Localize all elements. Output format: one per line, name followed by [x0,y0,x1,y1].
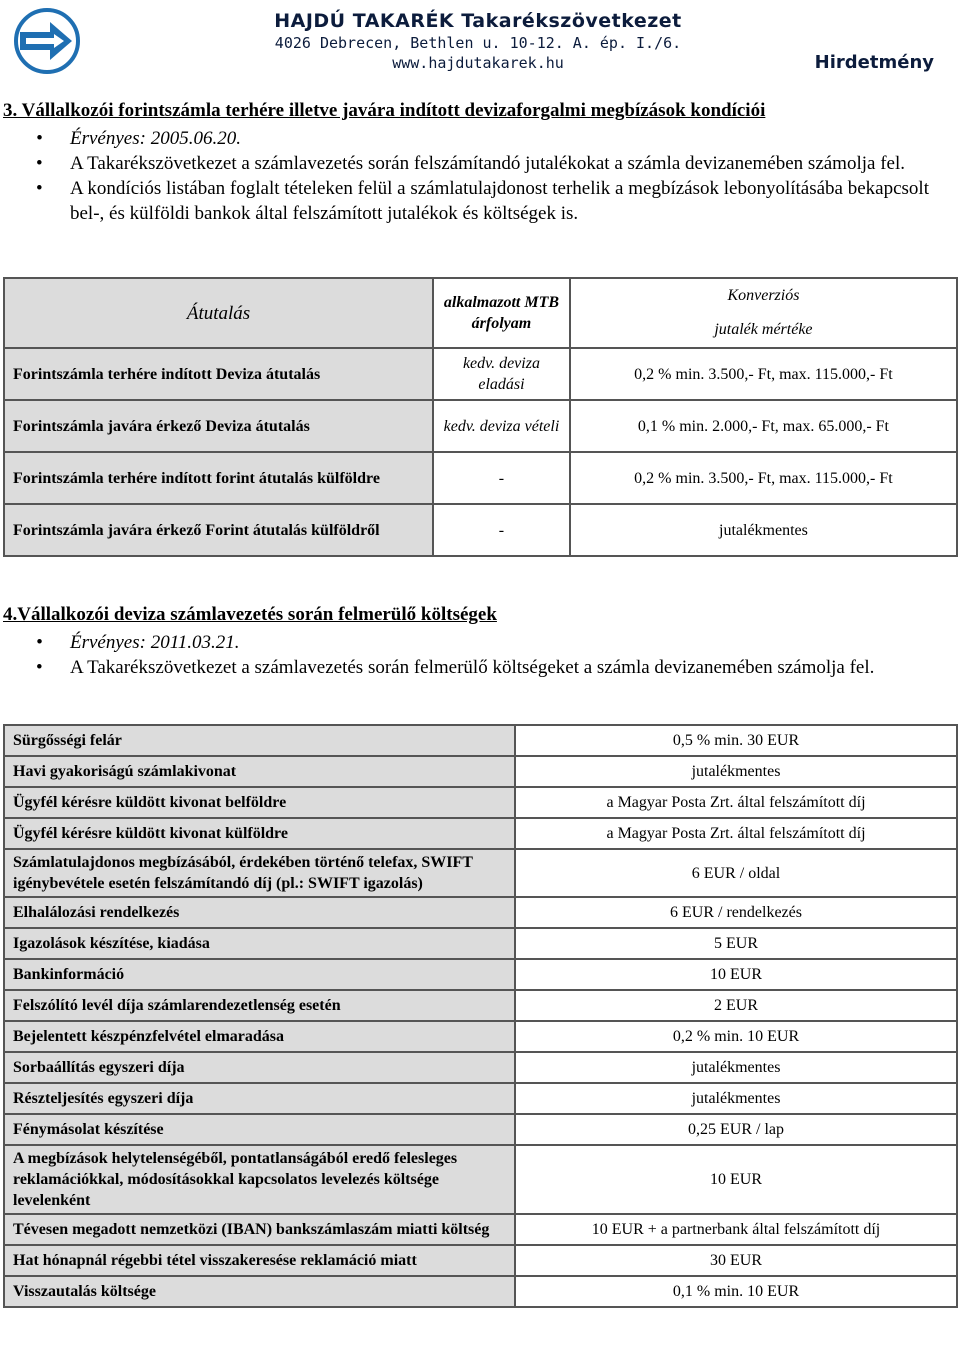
row-label: Forintszámla terhére indított forint átutalás külföldre [4,452,433,504]
row-fee: 0,5 % min. 30 EUR [515,725,957,756]
row-label: Havi gyakoriságú számlakivonat [4,756,515,787]
company-name: HAJDÚ TAKARÉK Takarékszövetkezet [274,10,682,32]
rate-header: alkalmazott MTB árfolyam [433,278,570,348]
table-row [4,1245,957,1276]
section3-bullets [36,126,936,226]
table-row [4,849,957,897]
table-row [4,756,957,787]
row-fee: 5 EUR [515,928,957,959]
page-header [0,0,960,90]
row-label: Ügyfél kérésre küldött kivonat külföldre [4,818,515,849]
row-label: Hat hónapnál régebbi tétel visszakeresése reklamáció miatt [4,1245,515,1276]
row-label: Forintszámla javára érkező Deviza átutalás [4,400,433,452]
row-label: A megbízások helytelenségéből, pontatlanságából eredő felesleges reklamációkkal, módosításokkal kapcsolatos levelezés költsége levelenként [4,1145,515,1214]
row-label: Igazolások készítése, kiadása [4,928,515,959]
row-fee: 0,2 % min. 3.500,- Ft, max. 115.000,- Ft [570,452,957,504]
row-fee: 0,1 % min. 10 EUR [515,1276,957,1307]
row-rate: - [433,452,570,504]
table-row [4,1114,957,1145]
section3-bullet-validity: • Érvényes: 2005.06.20. [36,126,936,151]
row-fee: 0,2 % min. 10 EUR [515,1021,957,1052]
row-fee: 0,1 % min. 2.000,- Ft, max. 65.000,- Ft [570,400,957,452]
row-label: Bejelentett készpénzfelvétel elmaradása [4,1021,515,1052]
company-website[interactable]: www.hajdutakarek.hu [392,54,564,72]
header-text-block [258,10,698,72]
row-rate: - [433,504,570,556]
row-label: Részteljesítés egyszeri díja [4,1083,515,1114]
row-fee: 10 EUR + a partnerbank által felszámított díj [515,1214,957,1245]
section4-bullet-currency: • A Takarékszövetkezet a számlavezetés során felmerülő költségeket a számla devizanemében számolja fel. [36,655,936,680]
row-fee: 6 EUR / rendelkezés [515,897,957,928]
row-label: Forintszámla javára érkező Forint átutalás külföldről [4,504,433,556]
row-fee: jutalékmentes [515,1052,957,1083]
table-row [4,725,957,756]
transfer-header: Átutalás [4,278,433,348]
row-label: Felszólító levél díja számlarendezetlenség esetén [4,990,515,1021]
conversion-header-top: Konverziós [727,287,800,304]
conversion-header-bottom: jutalék mértéke [714,321,813,338]
row-fee: jutalékmentes [515,756,957,787]
table-row [4,1276,957,1307]
row-fee: 30 EUR [515,1245,957,1276]
section3-table [3,277,958,557]
table-row [4,928,957,959]
row-rate: kedv. deviza eladási [433,348,570,400]
table-row [4,1083,957,1114]
table-row [4,990,957,1021]
company-address: 4026 Debrecen, Bethlen u. 10-12. A. ép. I./6. [274,34,682,52]
row-fee: a Magyar Posta Zrt. által felszámított díj [515,787,957,818]
row-fee: 2 EUR [515,990,957,1021]
table-row [4,1021,957,1052]
row-fee: 10 EUR [515,1145,957,1214]
arrow-circle-logo-icon [14,8,80,74]
row-fee: 6 EUR / oldal [515,849,957,897]
row-label: Sorbaállítás egyszeri díja [4,1052,515,1083]
row-fee: 0,25 EUR / lap [515,1114,957,1145]
section3-bullet-costs: • A kondíciós listában foglalt tételeken felül a számlatulajdonost terhelik a megbízások lebonyolításába bekapcsolt bel-, és külföldi bankok által felszámított jutalékok és költségek is. [36,176,936,226]
table-row [4,1214,957,1245]
row-label: Bankinformáció [4,959,515,990]
row-label: Fénymásolat készítése [4,1114,515,1145]
row-label: Visszautalás költsége [4,1276,515,1307]
table-row [4,400,957,452]
section3-title: 3. Vállalkozói forintszámla terhére illetve javára indított devizaforgalmi megbízások kondíciói [3,100,766,121]
table-row [4,348,957,400]
table-row [4,452,957,504]
row-fee: 10 EUR [515,959,957,990]
table-row [4,897,957,928]
row-label: Forintszámla terhére indított Deviza átutalás [4,348,433,400]
row-fee: jutalékmentes [570,504,957,556]
row-label: Elhalálozási rendelkezés [4,897,515,928]
table-row [4,1145,957,1214]
document-type: Hirdetmény [814,52,934,73]
row-fee: a Magyar Posta Zrt. által felszámított díj [515,818,957,849]
section4-bullet-validity: • Érvényes: 2011.03.21. [36,630,936,655]
section3-bullet-currency: • A Takarékszövetkezet a számlavezetés során felszámítandó jutalékokat a számla devizanemében számolja fel. [36,151,936,176]
table-row [4,787,957,818]
table-row [4,1052,957,1083]
row-label: Tévesen megadott nemzetközi (IBAN) bankszámlaszám miatti költség [4,1214,515,1245]
table-row [4,818,957,849]
conversion-header [570,278,957,348]
row-rate: kedv. deviza vételi [433,400,570,452]
section4-title: 4.Vállalkozói deviza számlavezetés során felmerülő költségek [3,604,497,625]
row-label: Sürgősségi felár [4,725,515,756]
row-label: Számlatulajdonos megbízásából, érdekében történő telefax, SWIFT igénybevétele esetén felszámítandó díj (pl.: SWIFT igazolás) [4,849,515,897]
section4-table [3,724,958,1308]
row-label: Ügyfél kérésre küldött kivonat belföldre [4,787,515,818]
table-row [4,504,957,556]
row-fee: 0,2 % min. 3.500,- Ft, max. 115.000,- Ft [570,348,957,400]
row-fee: jutalékmentes [515,1083,957,1114]
table-row [4,959,957,990]
section4-bullets [36,630,936,680]
